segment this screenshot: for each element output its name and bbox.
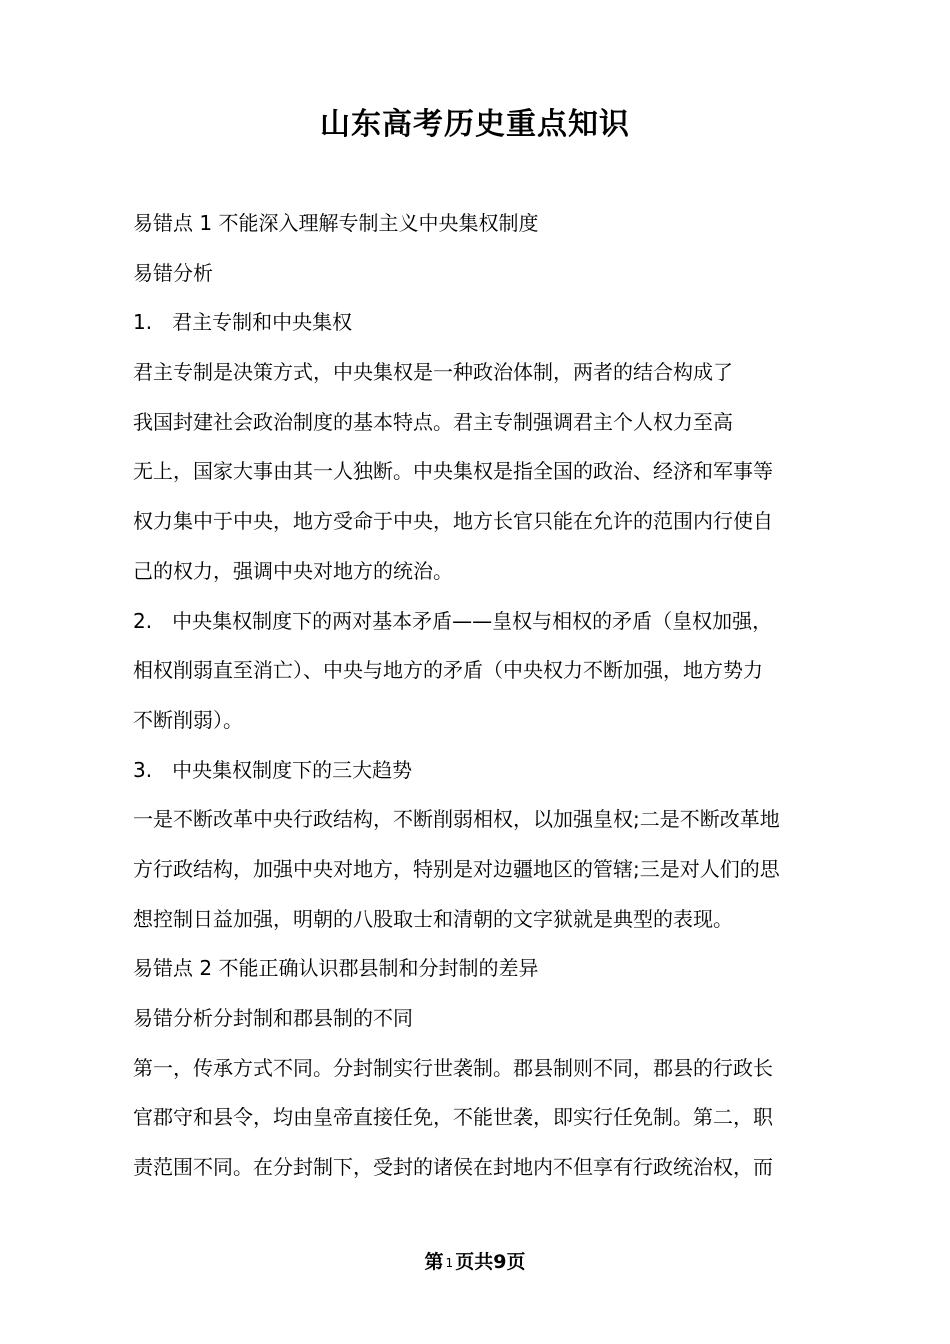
- footer-suffix: 页: [506, 1251, 526, 1273]
- text-line: 我国封建社会政治制度的基本特点。君主专制强调君主个人权力至高: [133, 409, 733, 434]
- text-line: 相权削弱直至消亡）、中央与地方的矛盾（中央权力不断加强，地方势力: [133, 658, 763, 683]
- footer-prefix: 第: [424, 1251, 444, 1273]
- text-line: 官郡守和县令，均由皇帝直接任免，不能世袭，即实行任免制。第二，职: [133, 1105, 773, 1130]
- text-line: 一是不断改革中央行政结构，不断削弱相权，以加强皇权;二是不断改革地: [133, 807, 780, 832]
- text-line: 想控制日益加强，明朝的八股取士和清朝的文字狱就是典型的表现。: [133, 906, 733, 931]
- text-line: 3. 中央集权制度下的三大趋势: [133, 757, 413, 782]
- text-line: 易错分析分封制和郡县制的不同: [133, 1006, 413, 1030]
- text-line: 权力集中于中央，地方受命于中央，地方长官只能在允许的范围内行使自: [133, 509, 773, 534]
- text-line: 易错点 2 不能正确认识郡县制和分封制的差异: [133, 956, 539, 981]
- text-line: 方行政结构，加强中央对地方，特别是对边疆地区的管辖;三是对人们的思: [133, 856, 780, 881]
- text-line: 责范围不同。在分封制下，受封的诸侯在封地内不但享有行政统治权，而: [133, 1155, 773, 1180]
- text-line: 2. 中央集权制度下的两对基本矛盾——皇权与相权的矛盾（皇权加强，: [133, 608, 773, 633]
- document-body: [133, 199, 833, 1193]
- text-line: 易错点 1 不能深入理解专制主义中央集权制度: [133, 211, 539, 235]
- footer-total-pages: 9: [493, 1251, 507, 1273]
- page-title: 山东高考历史重点知识: [320, 107, 630, 142]
- text-line: 第一，传承方式不同。分封制实行世袭制。郡县制则不同，郡县的行政长: [133, 1055, 773, 1080]
- text-line: 易错分析: [133, 260, 213, 285]
- text-line: 无上，国家大事由其一人独断。中央集权是指全国的政治、经济和军事等: [133, 459, 773, 484]
- footer-page-number: 1: [445, 1256, 454, 1270]
- text-line: 己的权力，强调中央对地方的统治。: [133, 558, 453, 583]
- footer-middle: 页共: [455, 1251, 494, 1273]
- text-line: 君主专制是决策方式，中央集权是一种政治体制，两者的结合构成了: [133, 360, 733, 385]
- text-line: 不断削弱）。: [133, 707, 243, 732]
- page-footer: [0, 1246, 950, 1279]
- text-line: 1. 君主专制和中央集权: [133, 310, 353, 335]
